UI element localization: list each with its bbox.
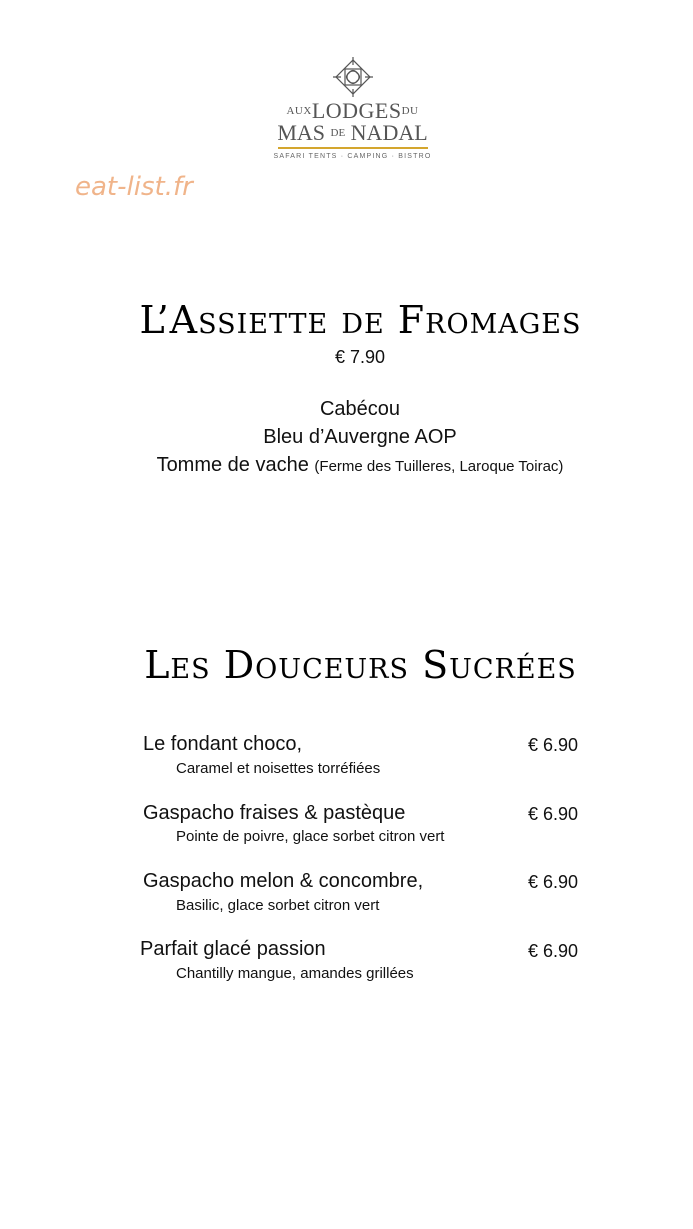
ornament-emblem-icon <box>332 56 374 98</box>
dessert-name: Gaspacho fraises & pastèque <box>143 802 406 824</box>
dessert-name: Gaspacho melon & concombre, <box>143 870 424 892</box>
dessert-description: Pointe de poivre, glace sorbet citron vert <box>176 828 445 845</box>
section-title-douceurs: Les Douceurs Sucrées <box>144 643 577 687</box>
dessert-description: Caramel et noisettes torréfiées <box>176 760 381 777</box>
cheese-name: Cabécou <box>319 398 401 420</box>
logo-line-1: AUXLODGESDU <box>286 98 419 123</box>
dessert-description: Basilic, glace sorbet citron vert <box>176 897 380 914</box>
cheese-name: Bleu d’Auvergne AOP <box>263 426 457 448</box>
logo-divider <box>278 147 428 149</box>
watermark-text: eat-list.fr <box>75 172 193 202</box>
fromages-price: € 7.90 <box>334 347 386 367</box>
restaurant-logo <box>270 56 435 168</box>
dessert-price: € 6.90 <box>528 735 579 755</box>
dessert-description: Chantilly mangue, amandes grillées <box>176 965 414 982</box>
section-title-fromages: L’Assiette de Fromages <box>139 298 582 342</box>
cheese-note: (Ferme des Tuilleres, Laroque Toirac) <box>314 458 564 475</box>
dessert-name: Parfait glacé passion <box>140 938 326 960</box>
dessert-price: € 6.90 <box>528 804 579 824</box>
logo-tagline: SAFARI TENTS · CAMPING · BISTRO <box>273 153 432 160</box>
cheese-item <box>0 426 693 449</box>
dessert-name: Le fondant choco, <box>143 733 303 755</box>
cheese-item <box>0 454 693 477</box>
dessert-price: € 6.90 <box>528 941 579 961</box>
dessert-price: € 6.90 <box>528 872 579 892</box>
cheese-name: Tomme de vache <box>156 454 309 476</box>
cheese-item <box>0 398 693 421</box>
logo-line-2: MAS DE NADAL <box>277 120 428 145</box>
